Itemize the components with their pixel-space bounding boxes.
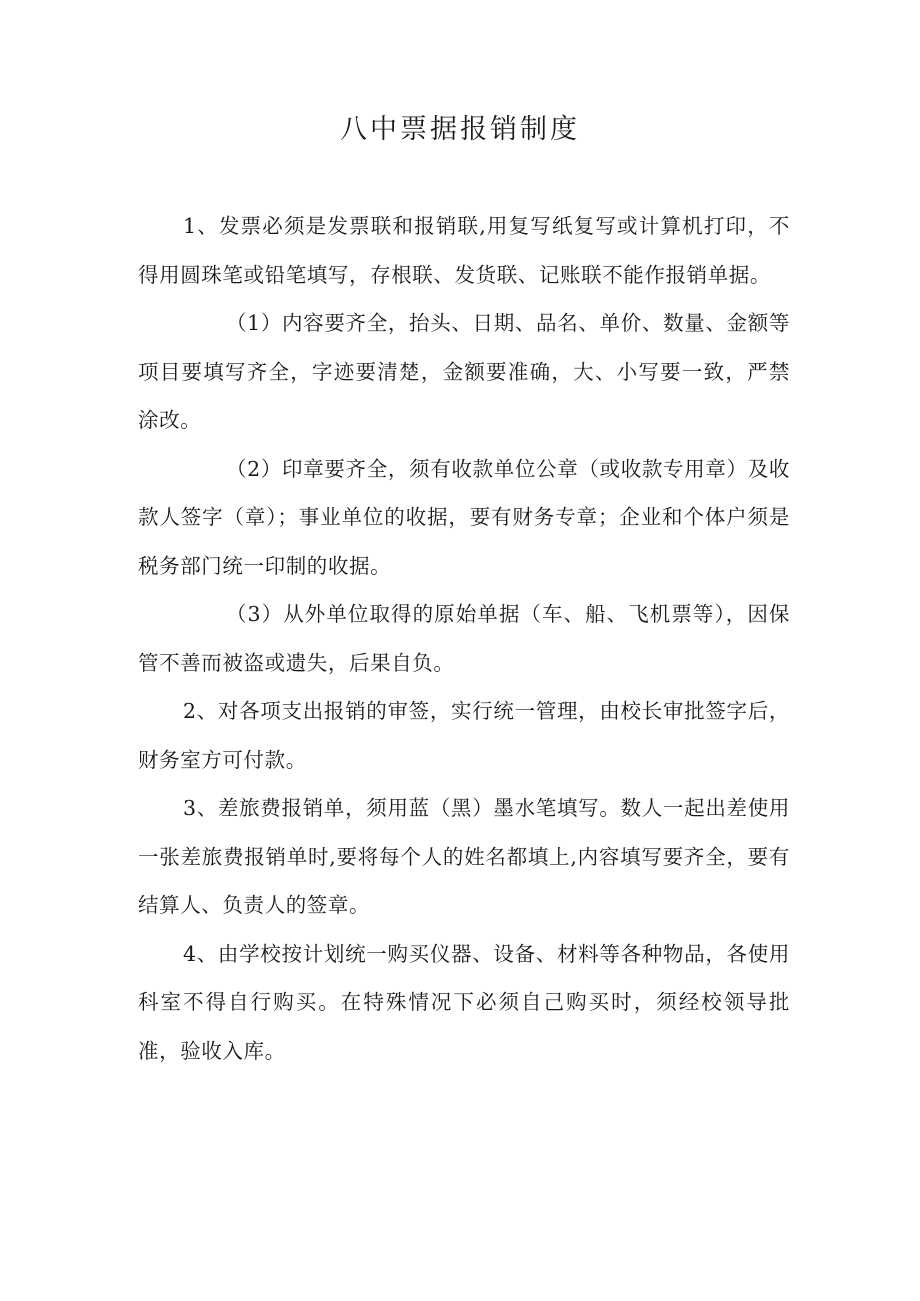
document-body (138, 202, 790, 1075)
clause-1: 1、发票必须是发票联和报销联,用复写纸复写或计算机打印，不得用圆珠笔或铅笔填写，存根联、发货联、记账联不能作报销单据。 (138, 214, 790, 287)
document-title: 八中票据报销制度 (340, 114, 580, 145)
clause-4: 4、由学校按计划统一购买仪器、设备、材料等各种物品，各使用科室不得自行购买。在特殊情况下必须自己购买时，须经校领导批准，验收入库。 (138, 941, 790, 1063)
clause-2: 2、对各项支出报销的审签，实行统一管理，由校长审批签字后，财务室方可付款。 (138, 699, 790, 772)
clause-1-item-3: （3）从外单位取得的原始单据（车、船、飞机票等），因保管不善而被盗或遗失，后果自负。 (138, 602, 790, 675)
clause-1-item-1: （1）内容要齐全，抬头、日期、品名、单价、数量、金额等项目要填写齐全，字迹要清楚，金额要准确，大、小写要一致，严禁涂改。 (138, 311, 790, 432)
clause-3: 3、差旅费报销单，须用蓝（黑）墨水笔填写。数人一起出差使用一张差旅费报销单时,要将每个人的姓名都填上,内容填写要齐全，要有结算人、负责人的签章。 (138, 796, 790, 917)
clause-1-item-2: （2）印章要齐全，须有收款单位公章（或收款专用章）及收款人签字（章）；事业单位的收据，要有财务专章；企业和个体户须是税务部门统一印制的收据。 (138, 456, 790, 578)
